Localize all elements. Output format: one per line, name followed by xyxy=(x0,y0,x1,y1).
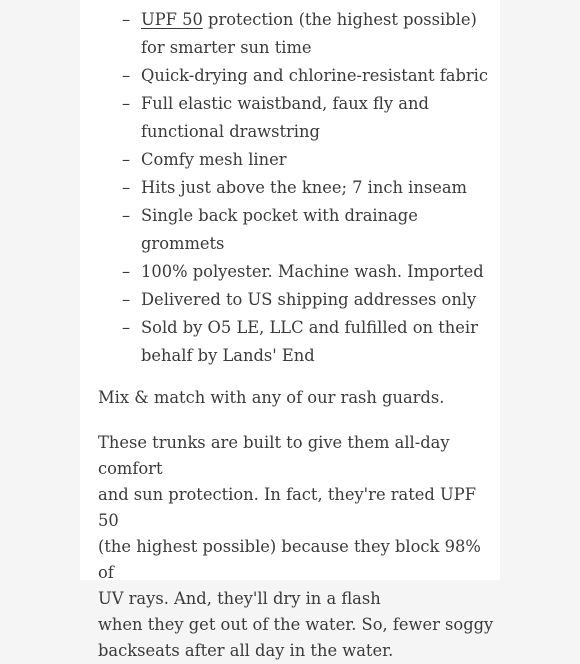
description-paragraph xyxy=(98,430,498,664)
list-item xyxy=(98,314,498,370)
description-line: These trunks are built to give them all-day comfort xyxy=(98,433,450,478)
description-line: when they get out of the water. So, fewer soggy xyxy=(98,615,494,634)
list-item-text: protection (the highest possible) xyxy=(202,10,477,29)
list-item-text: Full elastic waistband, faux fly and functional drawstring xyxy=(141,94,429,141)
list-dash: – xyxy=(122,150,131,169)
list-dash: – xyxy=(122,94,131,113)
description-line: backseats after all day in the water. xyxy=(98,641,394,660)
list-dash: – xyxy=(122,290,131,309)
list-dash: – xyxy=(122,318,131,337)
description-line: and sun protection. In fact, they're rated UPF 50 xyxy=(98,485,476,530)
list-item xyxy=(98,6,498,62)
list-item xyxy=(98,146,498,174)
mix-match-text: Mix & match with any of our rash guards. xyxy=(98,388,445,407)
product-description xyxy=(98,6,498,664)
features-list xyxy=(98,6,498,370)
list-item-text: Delivered to US shipping addresses only xyxy=(141,290,477,309)
list-item-text: Single back pocket with drainage grommets xyxy=(141,206,418,253)
description-line: UV rays. And, they'll dry in a flash xyxy=(98,589,381,608)
list-item xyxy=(98,202,498,258)
list-dash: – xyxy=(122,178,131,197)
list-item-text: Sold by O5 LE, LLC and fulfilled on their behalf by Lands' End xyxy=(141,318,478,365)
upf-50-link[interactable]: UPF 50 xyxy=(141,10,203,29)
list-item-text: Hits just above the knee; 7 inch inseam xyxy=(141,178,467,197)
list-item xyxy=(98,258,498,286)
list-item xyxy=(98,174,498,202)
list-item-text: Quick-drying and chlorine-resistant fabric xyxy=(141,66,489,85)
list-item xyxy=(98,62,498,90)
list-item-text: for smarter sun time xyxy=(141,38,312,57)
list-item-text: 100% polyester. Machine wash. Imported xyxy=(141,262,484,281)
list-dash: – xyxy=(122,66,131,85)
list-dash: – xyxy=(122,10,131,29)
list-dash: – xyxy=(122,262,131,281)
description-line: (the highest possible) because they block 98% of xyxy=(98,537,481,582)
list-item-text: Comfy mesh liner xyxy=(141,150,287,169)
list-item xyxy=(98,286,498,314)
list-item xyxy=(98,90,498,146)
list-dash: – xyxy=(122,206,131,225)
